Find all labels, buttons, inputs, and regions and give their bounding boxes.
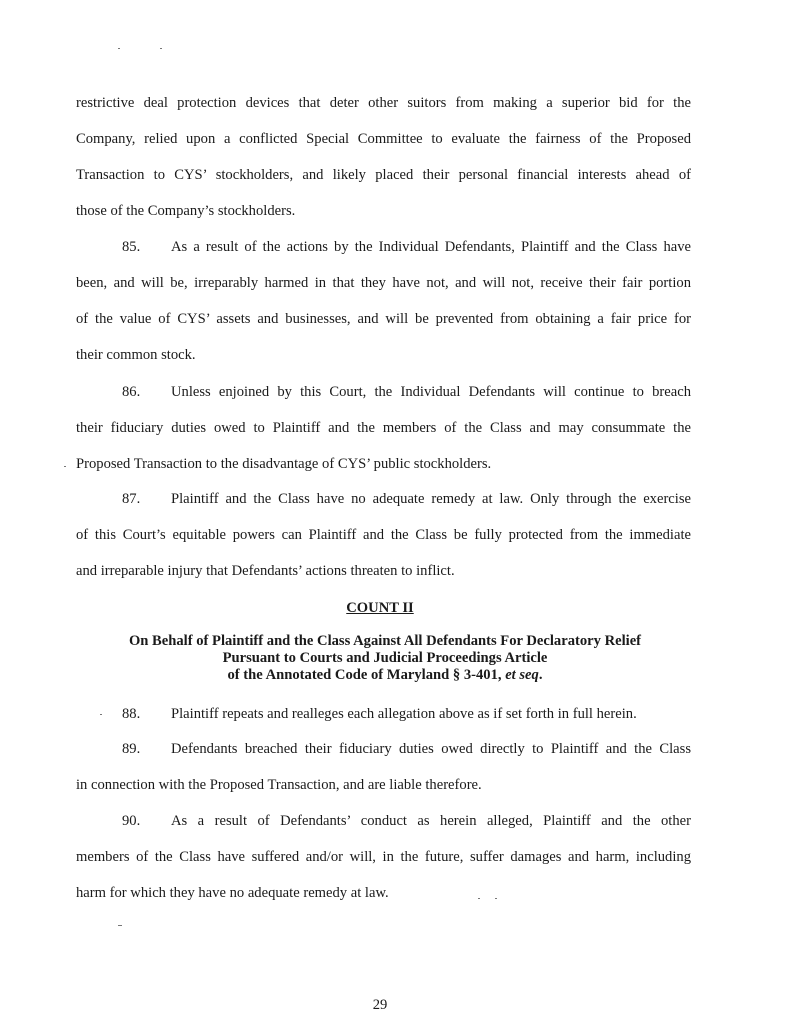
count-title: COUNT II <box>346 600 414 616</box>
paragraph-number: 90. <box>122 813 141 829</box>
scan-speck <box>118 48 120 49</box>
count-heading-line <box>0 667 770 684</box>
body-line: been, and will be, irreparably harmed in that they have not, and will not, receive their fair portion <box>76 275 691 291</box>
body-line: their common stock. <box>76 347 196 363</box>
body-line: of this Court’s equitable powers can Plaintiff and the Class be fully protected from the immediate <box>76 527 691 543</box>
body-line: Proposed Transaction to the disadvantage of CYS’ public stockholders. <box>76 456 492 472</box>
body-line: As a result of Defendants’ conduct as herein alleged, Plaintiff and the other <box>171 813 691 829</box>
scan-speck <box>495 898 497 899</box>
body-line: Transaction to CYS’ stockholders, and likely placed their personal financial interests ahead of <box>76 167 691 183</box>
body-line: and irreparable injury that Defendants’ actions threaten to inflict. <box>76 563 455 579</box>
paragraph-number: 88. <box>122 706 141 722</box>
body-line: members of the Class have suffered and/or will, in the future, suffer damages and harm, including <box>76 849 691 865</box>
body-line: in connection with the Proposed Transaction, and are liable therefore. <box>76 777 482 793</box>
body-line: Defendants breached their fiduciary duties owed directly to Plaintiff and the Class <box>171 741 691 757</box>
count-heading-italic: et seq <box>505 667 539 683</box>
body-line: restrictive deal protection devices that deter other suitors from making a superior bid for the <box>76 95 691 111</box>
count-heading-line: On Behalf of Plaintiff and the Class Against All Defendants For Declaratory Relief <box>128 633 642 649</box>
count-heading-end: . <box>538 667 543 683</box>
body-line: harm for which they have no adequate remedy at law. <box>76 885 389 901</box>
paragraph-number: 85. <box>122 239 141 255</box>
body-line: As a result of the actions by the Individual Defendants, Plaintiff and the Class have <box>171 239 691 255</box>
body-line: Plaintiff repeats and realleges each allegation above as if set forth in full herein. <box>171 706 637 722</box>
count-heading-line: Pursuant to Courts and Judicial Proceedings Article <box>222 650 548 666</box>
body-line: Plaintiff and the Class have no adequate remedy at law. Only through the exercise <box>171 491 691 507</box>
body-line: their fiduciary duties owed to Plaintiff and the members of the Class and may consummate the <box>76 420 691 436</box>
scan-speck <box>64 466 66 467</box>
paragraph-number: 89. <box>122 741 141 757</box>
body-line: those of the Company’s stockholders. <box>76 203 296 219</box>
scan-speck <box>100 714 102 715</box>
scan-speck <box>478 898 480 899</box>
scan-speck <box>118 925 122 926</box>
body-line: of the value of CYS’ assets and businesses, and will be prevented from obtaining a fair price for <box>76 311 691 327</box>
paragraph-number: 86. <box>122 384 141 400</box>
body-line: Unless enjoined by this Court, the Individual Defendants will continue to breach <box>171 384 691 400</box>
scan-speck <box>160 48 162 49</box>
body-line: Company, relied upon a conflicted Special Committee to evaluate the fairness of the Proposed <box>76 131 691 147</box>
count-heading-text: of the Annotated Code of Maryland § 3-401, <box>227 667 506 683</box>
paragraph-number: 87. <box>122 491 141 507</box>
page-number: 29 <box>372 997 388 1013</box>
